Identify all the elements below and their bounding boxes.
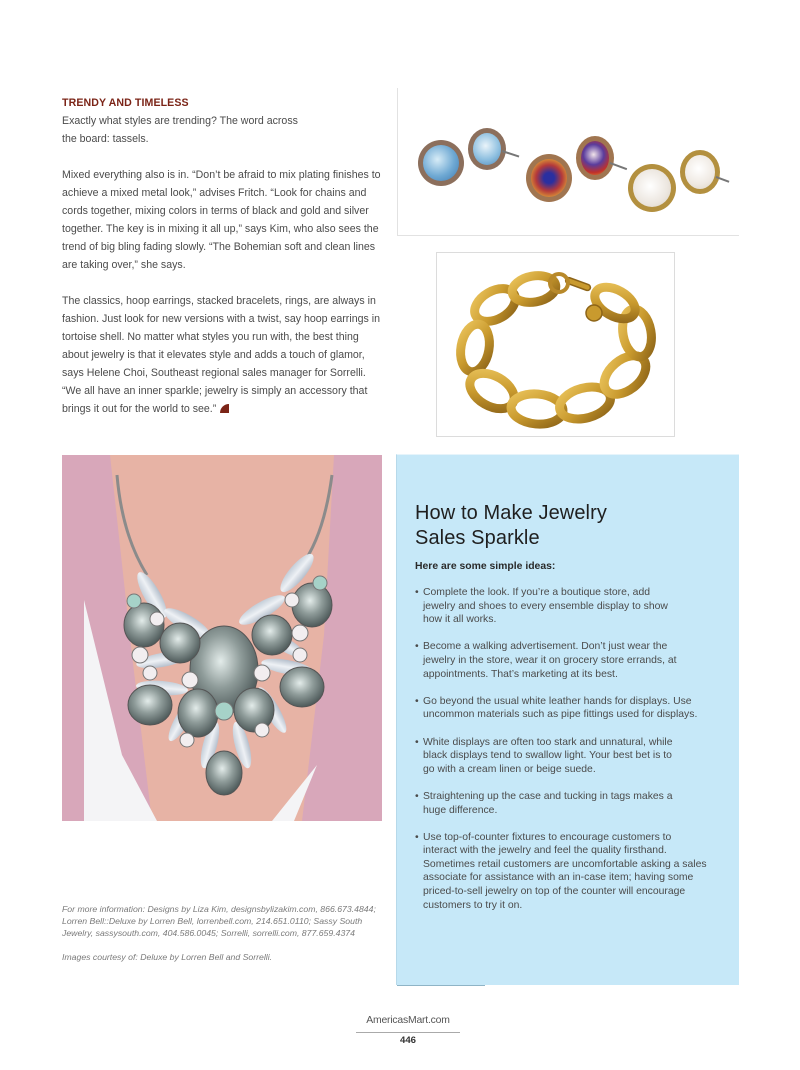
- sidebar-title: How to Make Jewelry Sales Sparkle: [415, 502, 607, 549]
- page-number: 446: [399, 1035, 416, 1046]
- article-paragraph: Exactly what styles are trending? The word across the board: tassels.: [62, 115, 298, 145]
- earring-multicolor-left: [526, 154, 572, 202]
- footer-site-name: AmericasMart.com: [366, 1015, 450, 1026]
- section-heading: TRENDY AND TIMELESS: [62, 97, 189, 109]
- images-courtesy-text: Images courtesy of: Deluxe by Lorren Bell and Sorrelli.: [62, 952, 273, 962]
- article-column: [62, 96, 382, 418]
- statement-necklace-icon: [62, 455, 382, 821]
- end-mark-icon: [220, 404, 229, 413]
- footer-divider: [356, 1032, 460, 1033]
- gold-chain-bracelet-icon: [437, 253, 674, 436]
- tip-item: • Complete the look. If you’re a boutique store, add jewelry and shoes to every ensemble display to show how it all works.: [415, 586, 673, 627]
- article-paragraph-final: The classics, hoop earrings, stacked bracelets, rings, are always in fashion. Just look for new versions with a twist, say hoop earrings in tortoise shell. No matter what styles you run with, the best thing about jewelry is that it elevates style and adds a touch of glamor, says Helene Choi, Southeast regional sales manager for Sorrelli. “We all have an inner sparkle; jewelry is simply an accessory that brings it out for the world to see.”: [62, 295, 380, 415]
- earring-clear-left: [628, 164, 676, 212]
- tip-item: • Use top-of-counter fixtures to encourage customers to interact with the jewelry and feel the quality firsthand. Sometimes retail customers are uncomfortable asking a sales associate for assistance with an in-case item; having some priced-to-sell jewelry on top of the counter will encourage customers to try it on.: [415, 831, 707, 913]
- sidebar-intro: Here are some simple ideas:: [415, 561, 556, 572]
- tip-item: • Become a walking advertisement. Don’t just wear the jewelry in the store, wear it on grocery store errands, at appointments. That’s marketing at its best.: [415, 640, 683, 681]
- tip-item: • Go beyond the usual white leather hands for displays. Use uncommon materials such as pipe fittings used for displays.: [415, 695, 700, 722]
- bracelet-image: [436, 252, 675, 437]
- earrings-image: [397, 88, 739, 236]
- tips-list: [415, 586, 730, 926]
- necklace-photo: [62, 455, 382, 821]
- tip-item: • Straightening up the case and tucking in tags makes a huge difference.: [415, 790, 685, 817]
- earring-multicolor-right: [576, 136, 614, 180]
- earring-blue-right: [468, 128, 506, 170]
- tip-item: • White displays are often too stark and unnatural, while black displays tend to swallow light. Your best bet is to go with a cream linen or beige suede.: [415, 736, 675, 777]
- more-info-text: For more information: Designs by Liza Kim, designsbylizakim.com, 866.673.4844; Lorren Bell::Deluxe by Lorren Bell, lorrenbell.com, 214.651.0110; Sassy South Jewelry, sassysouth.com, 404.586.0045; Sorrelli, sorrelli.com, 877.659.4374: [62, 904, 376, 938]
- article-paragraph: Mixed everything also is in. “Don’t be afraid to mix plating finishes to achieve a mixed metal look,” advises Fritch. “Look for chains and cords together, mixing colors in terms of black and gold and silver together. The key is in mixing it all up,” says Kim, who also sees the trend of big bling fading slowly. “The Bohemian soft and clean lines are taking over,” she says.: [62, 169, 381, 271]
- earring-blue-left: [418, 140, 464, 186]
- credits: [62, 903, 392, 975]
- earring-clear-right: [680, 150, 720, 194]
- sidebar-bottom-rule: [397, 985, 485, 986]
- tips-sidebar: [396, 454, 739, 985]
